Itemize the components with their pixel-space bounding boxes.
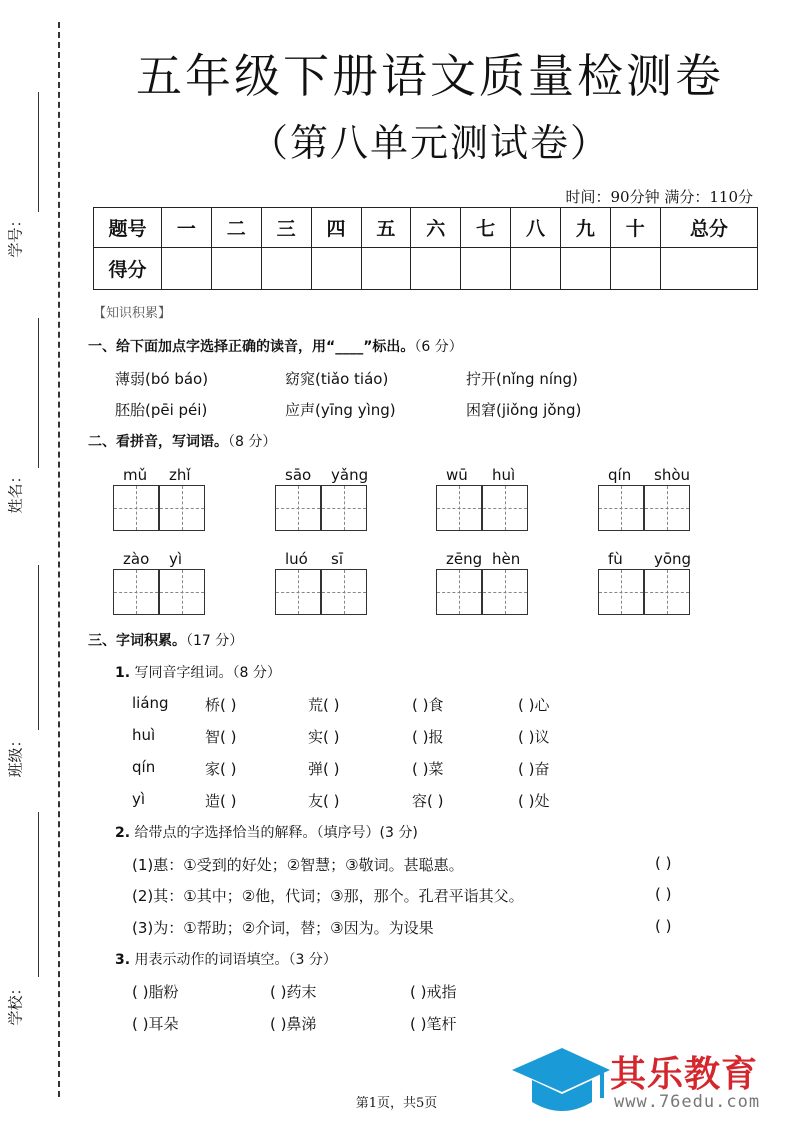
row-pinyin: liáng [132, 694, 169, 712]
score-cell[interactable] [561, 248, 611, 290]
page-subtitle: （第八单元测试卷） [249, 121, 610, 165]
verb-fill-item[interactable]: ( )鼻涕 [270, 1015, 317, 1033]
q1-item: 拧开(nǐng níng) [466, 370, 578, 388]
q3-points: （17 分） [186, 633, 244, 649]
homophone-cell[interactable]: ( )奋 [518, 760, 550, 778]
student-id-line [38, 92, 39, 212]
table-cell: 五 [361, 208, 411, 248]
q2-title [88, 431, 276, 451]
name-label: 姓名： [6, 468, 25, 514]
table-cell: 得分 [94, 248, 162, 290]
writing-box[interactable] [436, 569, 482, 615]
writing-box[interactable] [321, 569, 367, 615]
table-cell: 四 [311, 208, 361, 248]
q3-sub1-text: 写同音字组词。（8 分） [134, 665, 281, 681]
homophone-cell[interactable]: 家( ) [205, 760, 237, 778]
page-title: 五年级下册语文质量检测卷 [136, 49, 724, 103]
q1-title [88, 336, 463, 356]
score-cell[interactable] [610, 248, 660, 290]
score-cell[interactable] [211, 248, 261, 290]
table-cell: 八 [511, 208, 561, 248]
verb-fill-item[interactable]: ( )药末 [270, 983, 317, 1001]
logo-name: 其乐教育 [610, 1054, 759, 1095]
cut-line [58, 22, 60, 1097]
verb-fill-item[interactable]: ( )戒指 [410, 983, 457, 1001]
table-cell: 题号 [94, 208, 162, 248]
q1-title-text: 一、给下面加点字选择正确的读音，用“____”标出。 [88, 339, 415, 355]
verb-fill-item[interactable]: ( )耳朵 [132, 1015, 179, 1033]
class-label: 班级： [6, 732, 25, 778]
homophone-cell[interactable]: 实( ) [308, 728, 340, 746]
q3-sub2-item: (2)其：①其中；②他，代词；③那，那个。孔君平诣其父。 [132, 887, 524, 905]
writing-box[interactable] [598, 485, 644, 531]
logo-url: www.76edu.com [614, 1092, 761, 1112]
pinyin-label: yōng [654, 550, 692, 568]
class-line [38, 565, 39, 730]
name-line [38, 318, 39, 468]
verb-fill-item[interactable]: ( )脂粉 [132, 983, 179, 1001]
writing-box[interactable] [159, 485, 205, 531]
q1-item: 困窘(jiǒng jǒng) [466, 401, 582, 419]
q3-title [88, 630, 243, 650]
q3-sub2-title [115, 822, 418, 842]
writing-box[interactable] [113, 569, 159, 615]
q2-title-text: 二、看拼音，写词语。 [88, 434, 228, 450]
homophone-cell[interactable]: 容( ) [412, 792, 444, 810]
writing-box[interactable] [644, 485, 690, 531]
pinyin-label: qín [608, 466, 632, 484]
q3-sub1-num: 1. [115, 665, 131, 681]
homophone-cell[interactable]: 友( ) [308, 792, 340, 810]
homophone-cell[interactable]: 桥( ) [205, 696, 237, 714]
homophone-cell[interactable]: ( )议 [518, 728, 550, 746]
table-cell: 三 [261, 208, 311, 248]
homophone-cell[interactable]: ( )食 [412, 696, 444, 714]
pinyin-label: mǔ [123, 466, 148, 484]
homophone-cell[interactable]: 造( ) [205, 792, 237, 810]
writing-box[interactable] [482, 485, 528, 531]
table-cell: 十 [610, 208, 660, 248]
q3-sub2-item: (1)惠：①受到的好处；②智慧；③敬词。甚聪惠。 [132, 856, 464, 874]
score-table [93, 207, 758, 290]
homophone-cell[interactable]: 荒( ) [308, 696, 340, 714]
student-id-label: 学号： [6, 212, 25, 258]
pinyin-label: zào [123, 550, 150, 568]
score-cell[interactable] [311, 248, 361, 290]
row-pinyin: yì [132, 790, 146, 808]
table-cell: 二 [211, 208, 261, 248]
pinyin-label: zēng [446, 550, 483, 568]
school-label: 学校： [6, 980, 25, 1026]
row-pinyin: qín [132, 758, 156, 776]
writing-box[interactable] [321, 485, 367, 531]
q3-sub1-title [115, 662, 281, 682]
q1-points: （6 分） [414, 339, 463, 355]
score-cell[interactable] [660, 248, 757, 290]
verb-fill-item[interactable]: ( )笔杆 [410, 1015, 457, 1033]
homophone-cell[interactable]: ( )报 [412, 728, 444, 746]
writing-box[interactable] [644, 569, 690, 615]
pinyin-label: wū [446, 466, 468, 484]
score-cell[interactable] [261, 248, 311, 290]
q3-sub2-text: 给带点的字选择恰当的解释。（填序号）(3 分) [134, 825, 418, 841]
row-pinyin: huì [132, 726, 156, 744]
q3-title-text: 三、字词积累。 [88, 633, 186, 649]
homophone-cell[interactable]: 弹( ) [308, 760, 340, 778]
pinyin-label: sāo [285, 466, 312, 484]
score-cell[interactable] [511, 248, 561, 290]
q3-sub3-text: 用表示动作的词语填空。（3 分） [134, 952, 337, 968]
score-table-header-row [94, 208, 758, 248]
q1-item: 应声(yīng yìng) [285, 401, 396, 419]
pinyin-label: hèn [492, 550, 521, 568]
table-cell: 九 [561, 208, 611, 248]
pinyin-label: sī [331, 550, 343, 568]
score-cell[interactable] [162, 248, 212, 290]
homophone-cell[interactable]: ( )处 [518, 792, 550, 810]
binding-strip [0, 0, 70, 1122]
answer-paren[interactable]: ( ) [655, 885, 672, 903]
writing-box[interactable] [275, 569, 321, 615]
pinyin-label: yì [169, 550, 183, 568]
homophone-cell[interactable]: ( )菜 [412, 760, 444, 778]
writing-box[interactable] [598, 569, 644, 615]
pinyin-label: huì [492, 466, 516, 484]
page-footer: 第1页，共5页 [355, 1096, 438, 1111]
table-cell: 总分 [660, 208, 757, 248]
q3-sub2-num: 2. [115, 825, 131, 841]
q3-sub3-num: 3. [115, 952, 131, 968]
time-info: 时间：90分钟 满分：110分 [565, 188, 753, 206]
pinyin-label: luó [285, 550, 308, 568]
watermark-logo [510, 1040, 790, 1118]
q2-points: （8 分） [228, 434, 277, 450]
writing-box[interactable] [159, 569, 205, 615]
pinyin-label: shòu [654, 466, 691, 484]
writing-box[interactable] [275, 485, 321, 531]
answer-paren[interactable]: ( ) [655, 917, 672, 935]
pinyin-label: yǎng [331, 466, 369, 484]
pinyin-label: fù [608, 550, 623, 568]
q1-item: 窈窕(tiǎo tiáo) [285, 370, 389, 388]
score-cell[interactable] [461, 248, 511, 290]
writing-box[interactable] [436, 485, 482, 531]
pinyin-label: zhǐ [169, 466, 191, 484]
writing-box[interactable] [482, 569, 528, 615]
graduation-cap-icon [510, 1040, 610, 1118]
score-table-score-row [94, 248, 758, 290]
q3-sub2-item: (3)为：①帮助；②介词，替；③因为。为设果 [132, 919, 434, 937]
table-cell: 七 [461, 208, 511, 248]
q1-item: 薄弱(bó báo) [115, 370, 209, 388]
q1-item: 胚胎(pēi péi) [115, 401, 208, 419]
homophone-cell[interactable]: 智( ) [205, 728, 237, 746]
score-cell[interactable] [411, 248, 461, 290]
q3-sub3-title [115, 949, 337, 969]
table-cell: 六 [411, 208, 461, 248]
school-line [38, 812, 39, 977]
table-cell: 一 [162, 208, 212, 248]
homophone-cell[interactable]: ( )心 [518, 696, 550, 714]
section-tag: 【知识积累】 [93, 306, 172, 321]
writing-box[interactable] [113, 485, 159, 531]
score-cell[interactable] [361, 248, 411, 290]
answer-paren[interactable]: ( ) [655, 854, 672, 872]
